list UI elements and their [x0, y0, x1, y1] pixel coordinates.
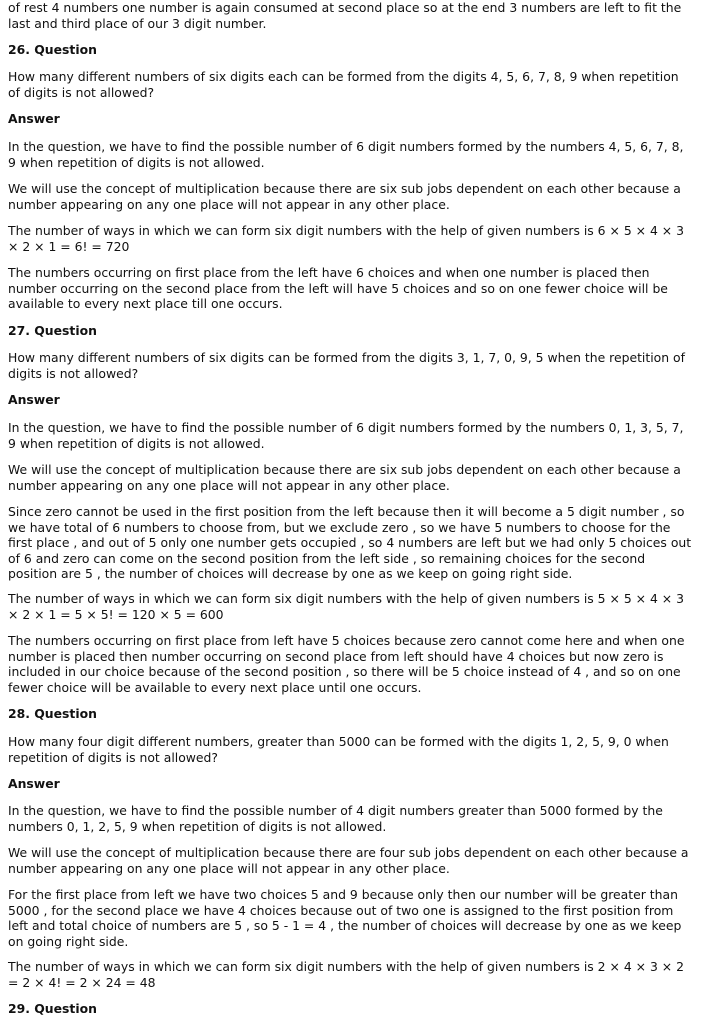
answer-28-paragraph-2	[8, 845, 698, 876]
text-line: For the first place from left we have two choices 5 and 9 because only then our number will be greater than	[8, 887, 678, 902]
text-line: of digits is not allowed?	[8, 84, 155, 100]
text-line: The numbers occurring on first place from left have 5 choices because zero cannot come here and when one	[8, 633, 685, 648]
text-line: repetition of digits is not allowed?	[8, 749, 218, 765]
text-line: How many four digit different numbers, greater than 5000 can be formed with the digits 1, 2, 5, 9, 0 when	[8, 734, 669, 749]
answer-27-paragraph-4	[8, 591, 698, 622]
text-line: left and total choice of numbers are 5 , so 5 - 1 = 4 , the number of choices will decrease by one as we keep	[8, 918, 682, 934]
text-line: fewer choice will be available to every next place until one occurs.	[8, 679, 422, 695]
answer-26-paragraph-2	[8, 181, 698, 212]
question-27-heading: 27. Question	[8, 323, 97, 338]
text-line: The number of ways in which we can form six digit numbers with the help of given numbers is 5 × 5 × 4 × 3	[8, 591, 684, 606]
text-line: position are 5 , the number of choices will decrease by one as we keep on going right side.	[8, 566, 573, 582]
answer-27-paragraph-2	[8, 462, 698, 493]
text-line: 9 when repetition of digits is not allowed.	[8, 435, 265, 451]
text-line: In the question, we have to find the possible number of 6 digit numbers formed by the numbers 4, 5, 6, 7, 8,	[8, 139, 684, 154]
text-line: The number of ways in which we can form six digit numbers with the help of given numbers is 2 × 4 × 3 × 2	[8, 959, 684, 974]
text-line: We will use the concept of multiplication because there are four sub jobs dependent on each other because a	[8, 845, 689, 860]
text-line: number is placed then number occurring on second place from left should have 4 choices but now zero is	[8, 648, 664, 664]
text-line: digits is not allowed?	[8, 365, 139, 381]
text-line: number appearing on any one place will not appear in any other place.	[8, 196, 450, 212]
answer-28-paragraph-4	[8, 959, 698, 990]
text-line: of 6 and zero can come on the second position from the left side , so remaining choices for the second	[8, 550, 646, 566]
answer-27-paragraph-3	[8, 504, 698, 582]
answer-28-paragraph-1	[8, 803, 698, 834]
question-28-heading: 28. Question	[8, 706, 97, 721]
question-27-text	[8, 350, 698, 381]
text-line: available to every next place till one occurs.	[8, 296, 283, 312]
text-line: first place , and out of 5 only one number gets occupied , so 4 numbers are left but we had only 5 choices out	[8, 535, 692, 551]
text-line: × 2 × 1 = 5 × 5! = 120 × 5 = 600	[8, 606, 224, 622]
text-line: How many different numbers of six digits can be formed from the digits 3, 1, 7, 0, 9, 5 when the repetition of	[8, 350, 685, 365]
answer-26-paragraph-4	[8, 265, 698, 312]
text-line: last and third place of our 3 digit number.	[8, 15, 267, 31]
question-29-heading: 29. Question	[8, 1001, 97, 1016]
question-26-text	[8, 69, 698, 100]
question-28-text	[8, 734, 698, 765]
text-line: we have total of 6 numbers to choose from, but we exclude zero , so we have 5 numbers to choose for the	[8, 519, 671, 535]
text-line: × 2 × 1 = 6! = 720	[8, 238, 130, 254]
text-line: on going right side.	[8, 933, 129, 949]
answer-28-paragraph-3	[8, 887, 698, 949]
text-line: number appearing on any one place will not appear in any other place.	[8, 860, 450, 876]
answer-26-paragraph-1	[8, 139, 698, 170]
text-line: numbers 0, 1, 2, 5, 9 when repetition of digits is not allowed.	[8, 818, 387, 834]
text-line: The number of ways in which we can form six digit numbers with the help of given numbers is 6 × 5 × 4 × 3	[8, 223, 684, 238]
text-line: of rest 4 numbers one number is again consumed at second place so at the end 3 numbers are left to fit the	[8, 0, 682, 15]
text-line: included in our choice because of the second position , so there will be 5 choice instead of 4 , and so on one	[8, 664, 681, 680]
text-line: In the question, we have to find the possible number of 4 digit numbers greater than 5000 formed by the	[8, 803, 663, 818]
answer-26-label: Answer	[8, 111, 60, 126]
text-line: number appearing on any one place will not appear in any other place.	[8, 477, 450, 493]
text-line: 9 when repetition of digits is not allowed.	[8, 154, 265, 170]
text-line: Since zero cannot be used in the first position from the left because then it will become a 5 digit number , so	[8, 504, 685, 519]
answer-27-paragraph-5	[8, 633, 698, 695]
text-line: How many different numbers of six digits each can be formed from the digits 4, 5, 6, 7, 8, 9 when repetition	[8, 69, 679, 84]
text-line: In the question, we have to find the possible number of 6 digit numbers formed by the numbers 0, 1, 3, 5, 7,	[8, 420, 684, 435]
answer-28-label: Answer	[8, 776, 60, 791]
question-26-heading: 26. Question	[8, 42, 97, 57]
text-line: = 2 × 4! = 2 × 24 = 48	[8, 974, 156, 990]
text-line: number occurring on the second place from the left will have 5 choices and so on one fewer choice will be	[8, 280, 668, 296]
answer-27-label: Answer	[8, 392, 60, 407]
text-line: 5000 , for the second place we have 4 choices because out of two one is assigned to the first position from	[8, 902, 674, 918]
answer-27-paragraph-1	[8, 420, 698, 451]
text-line: The numbers occurring on first place from the left have 6 choices and when one number is placed then	[8, 265, 650, 280]
answer-26-paragraph-3	[8, 223, 698, 254]
text-line: We will use the concept of multiplication because there are six sub jobs dependent on each other because a	[8, 462, 681, 477]
intro-paragraph	[8, 0, 698, 31]
text-line: We will use the concept of multiplication because there are six sub jobs dependent on each other because a	[8, 181, 681, 196]
